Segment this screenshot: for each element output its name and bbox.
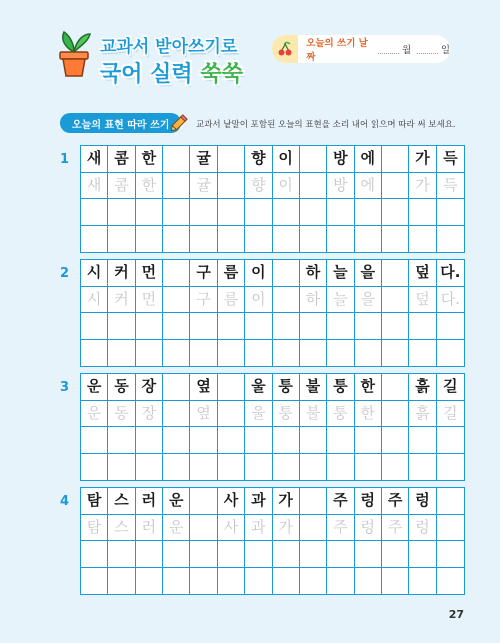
writing-grid-2 [80,259,465,367]
blank-writing-cell[interactable] [245,541,272,568]
trace-char-cell [163,287,190,314]
blank-writing-cell[interactable] [273,427,300,454]
model-char-cell: 덮 [409,260,436,287]
blank-writing-cell[interactable] [382,454,409,481]
trace-char-cell: 퉁 [327,401,354,428]
blank-writing-cell[interactable] [437,454,464,481]
trace-char-cell: 가 [273,515,300,542]
blank-writing-cell[interactable] [409,340,436,367]
trace-char-cell: 구 [190,287,217,314]
trace-char-cell: 운 [81,401,108,428]
title [100,32,243,88]
model-char-cell: 을 [355,260,382,287]
title-line2 [100,57,243,88]
trace-char-cell: 새 [81,173,108,200]
blank-writing-cell[interactable] [273,454,300,481]
model-char-cell: 과 [245,488,272,515]
model-char-cell: 콤 [108,146,135,173]
model-char-cell: 흙 [409,374,436,401]
model-char-cell: 귤 [190,146,217,173]
trace-char-cell: 이 [245,287,272,314]
blank-writing-cell[interactable] [245,454,272,481]
trace-char-cell: 콤 [108,173,135,200]
trace-char-cell: 렁 [409,515,436,542]
blank-writing-cell[interactable] [382,568,409,595]
blank-writing-cell[interactable] [437,568,464,595]
trace-char-cell [190,515,217,542]
row-number: 2 [60,266,70,281]
trace-char-cell: 름 [218,287,245,314]
model-char-cell: 길 [437,374,464,401]
trace-char-cell: 을 [355,287,382,314]
blank-writing-cell[interactable] [136,226,163,253]
trace-char-cell [300,515,327,542]
blank-writing-cell[interactable] [108,199,135,226]
blank-writing-cell[interactable] [163,313,190,340]
blank-writing-cell[interactable] [300,226,327,253]
blank-writing-cell[interactable] [300,568,327,595]
blank-writing-cell[interactable] [300,541,327,568]
blank-writing-cell[interactable] [327,313,354,340]
model-char-cell: 울 [245,374,272,401]
model-char-cell: 향 [245,146,272,173]
blank-writing-cell[interactable] [300,199,327,226]
row-number: 1 [60,152,70,167]
model-char-cell: 주 [327,488,354,515]
model-char-cell: 가 [273,488,300,515]
blank-writing-cell[interactable] [218,313,245,340]
trace-char-cell [218,173,245,200]
blank-writing-cell[interactable] [437,427,464,454]
trace-char-cell [218,401,245,428]
model-char-cell [163,374,190,401]
blank-writing-cell[interactable] [409,541,436,568]
blank-writing-cell[interactable] [218,568,245,595]
trace-char-cell: 귤 [190,173,217,200]
model-char-cell [218,146,245,173]
writing-grid-4 [80,487,465,595]
title-line2-accent: 쑥쑥 [200,62,243,87]
page-number: 27 [448,608,464,621]
trace-char-cell: 울 [245,401,272,428]
blank-writing-cell[interactable] [108,313,135,340]
trace-char-cell: 퉁 [273,401,300,428]
trace-char-cell: 득 [437,173,464,200]
trace-char-cell [273,287,300,314]
blank-writing-cell[interactable] [273,568,300,595]
model-char-cell: 구 [190,260,217,287]
blank-writing-cell[interactable] [409,568,436,595]
blank-writing-cell[interactable] [218,454,245,481]
trace-char-cell: 장 [136,401,163,428]
model-char-cell: 먼 [136,260,163,287]
trace-char-cell [163,401,190,428]
model-char-cell: 러 [136,488,163,515]
model-char-cell: 름 [218,260,245,287]
blank-writing-cell[interactable] [81,313,108,340]
model-char-cell [190,488,217,515]
blank-writing-cell[interactable] [245,340,272,367]
cherry-icon [272,35,298,63]
trace-char-cell: 길 [437,401,464,428]
blank-writing-cell[interactable] [382,313,409,340]
blank-writing-cell[interactable] [437,541,464,568]
blank-writing-cell[interactable] [327,541,354,568]
blank-writing-cell[interactable] [355,226,382,253]
row-number: 3 [60,380,70,395]
blank-writing-cell[interactable] [108,454,135,481]
trace-char-cell: 스 [108,515,135,542]
trace-char-cell: 에 [355,173,382,200]
pencil-icon [168,110,192,134]
title-line1: 교과서 받아쓰기로 [100,37,238,57]
blank-writing-cell[interactable] [382,226,409,253]
model-char-cell: 운 [81,374,108,401]
model-char-cell: 에 [355,146,382,173]
trace-char-cell: 이 [273,173,300,200]
trace-char-cell: 운 [163,515,190,542]
model-char-cell [273,260,300,287]
blank-writing-cell[interactable] [163,226,190,253]
trace-char-cell: 먼 [136,287,163,314]
blank-writing-cell[interactable] [81,427,108,454]
blank-writing-cell[interactable] [409,313,436,340]
blank-writing-cell[interactable] [81,199,108,226]
blank-writing-cell[interactable] [218,541,245,568]
blank-writing-cell[interactable] [327,340,354,367]
blank-writing-cell[interactable] [437,199,464,226]
trace-char-cell: 한 [355,401,382,428]
model-char-cell: 가 [409,146,436,173]
model-char-cell: 늘 [327,260,354,287]
blank-writing-cell[interactable] [245,226,272,253]
model-char-cell: 이 [245,260,272,287]
model-char-cell [437,488,464,515]
blank-writing-cell[interactable] [136,541,163,568]
blank-writing-cell[interactable] [218,340,245,367]
trace-char-cell [163,173,190,200]
blank-writing-cell[interactable] [355,427,382,454]
blank-writing-cell[interactable] [300,427,327,454]
blank-writing-cell[interactable] [437,313,464,340]
blank-writing-cell[interactable] [163,454,190,481]
model-char-cell: 렁 [355,488,382,515]
writing-grid-1 [80,145,465,253]
trace-char-cell: 러 [136,515,163,542]
trace-char-cell [382,287,409,314]
model-char-cell: 하 [300,260,327,287]
blank-writing-cell[interactable] [300,454,327,481]
blank-writing-cell[interactable] [355,454,382,481]
trace-char-cell: 불 [300,401,327,428]
trace-char-cell: 과 [245,515,272,542]
trace-char-cell: 향 [245,173,272,200]
blank-writing-cell[interactable] [136,340,163,367]
trace-char-cell: 다. [437,287,464,314]
blank-writing-cell[interactable] [218,199,245,226]
model-char-cell: 퉁 [327,374,354,401]
model-char-cell [218,374,245,401]
trace-char-cell: 덮 [409,287,436,314]
model-char-cell: 시 [81,260,108,287]
blank-writing-cell[interactable] [382,541,409,568]
blank-writing-cell[interactable] [382,427,409,454]
blank-writing-cell[interactable] [163,568,190,595]
trace-char-cell: 늘 [327,287,354,314]
title-line2-main: 국어 실력 [100,62,201,87]
blank-writing-cell[interactable] [273,313,300,340]
blank-writing-cell[interactable] [218,427,245,454]
blank-writing-cell[interactable] [136,313,163,340]
model-char-cell: 스 [108,488,135,515]
model-char-cell: 옆 [190,374,217,401]
model-char-cell: 장 [136,374,163,401]
blank-writing-cell[interactable] [327,226,354,253]
trace-char-cell: 옆 [190,401,217,428]
month-blank[interactable] [378,44,399,54]
trace-char-cell: 가 [409,173,436,200]
month-label: 월 [402,45,412,56]
trace-char-cell: 사 [218,515,245,542]
model-char-cell [163,146,190,173]
blank-writing-cell[interactable] [273,541,300,568]
model-char-cell: 주 [382,488,409,515]
model-char-cell: 탐 [81,488,108,515]
trace-char-cell: 렁 [355,515,382,542]
blank-writing-cell[interactable] [81,541,108,568]
trace-char-cell: 탐 [81,515,108,542]
model-char-cell: 이 [273,146,300,173]
section-tag: 오늘의 표현 따라 쓰기 [60,113,181,133]
model-char-cell: 불 [300,374,327,401]
blank-writing-cell[interactable] [273,340,300,367]
blank-writing-cell[interactable] [190,226,217,253]
blank-writing-cell[interactable] [190,340,217,367]
trace-char-cell: 주 [382,515,409,542]
blank-writing-cell[interactable] [163,199,190,226]
trace-char-cell [300,173,327,200]
blank-writing-cell[interactable] [108,427,135,454]
blank-writing-cell[interactable] [355,199,382,226]
blank-writing-cell[interactable] [163,541,190,568]
model-char-cell [382,260,409,287]
trace-char-cell: 시 [81,287,108,314]
model-char-cell: 득 [437,146,464,173]
writing-grid-3 [80,373,465,481]
blank-writing-cell[interactable] [382,340,409,367]
trace-char-cell [382,401,409,428]
trace-char-cell: 한 [136,173,163,200]
blank-writing-cell[interactable] [382,199,409,226]
blank-writing-cell[interactable] [218,226,245,253]
model-char-cell [300,146,327,173]
blank-writing-cell[interactable] [273,226,300,253]
blank-writing-cell[interactable] [190,541,217,568]
blank-writing-cell[interactable] [355,313,382,340]
date-label: 오늘의 쓰기 날짜 [306,38,368,63]
blank-writing-cell[interactable] [327,454,354,481]
blank-writing-cell[interactable] [190,199,217,226]
model-char-cell: 운 [163,488,190,515]
instruction-text: 교과서 낱말이 포함된 오늘의 표현을 소리 내어 읽으며 따라 써 보세요. [196,120,456,130]
blank-writing-cell[interactable] [163,340,190,367]
model-char-cell: 커 [108,260,135,287]
blank-writing-cell[interactable] [355,340,382,367]
blank-writing-cell[interactable] [409,454,436,481]
trace-char-cell [382,173,409,200]
blank-writing-cell[interactable] [108,226,135,253]
blank-writing-cell[interactable] [355,568,382,595]
blank-writing-cell[interactable] [190,454,217,481]
blank-writing-cell[interactable] [245,427,272,454]
blank-writing-cell[interactable] [409,427,436,454]
blank-writing-cell[interactable] [81,568,108,595]
trace-char-cell: 동 [108,401,135,428]
blank-writing-cell[interactable] [437,226,464,253]
model-char-cell [382,374,409,401]
blank-writing-cell[interactable] [81,454,108,481]
row-number: 4 [60,494,70,509]
model-char-cell: 퉁 [273,374,300,401]
blank-writing-cell[interactable] [437,340,464,367]
trace-char-cell: 커 [108,287,135,314]
blank-writing-cell[interactable] [300,313,327,340]
model-char-cell: 한 [136,146,163,173]
blank-writing-cell[interactable] [245,199,272,226]
day-blank[interactable] [417,44,438,54]
model-char-cell: 다. [437,260,464,287]
trace-char-cell: 주 [327,515,354,542]
blank-writing-cell[interactable] [327,199,354,226]
model-char-cell [300,488,327,515]
blank-writing-cell[interactable] [273,199,300,226]
plant-pot-icon [56,30,92,78]
blank-writing-cell[interactable] [355,541,382,568]
blank-writing-cell[interactable] [81,226,108,253]
blank-writing-cell[interactable] [327,568,354,595]
trace-char-cell: 방 [327,173,354,200]
blank-writing-cell[interactable] [108,568,135,595]
blank-writing-cell[interactable] [245,568,272,595]
trace-char-cell [437,515,464,542]
model-char-cell [382,146,409,173]
model-char-cell: 동 [108,374,135,401]
blank-writing-cell[interactable] [81,340,108,367]
blank-writing-cell[interactable] [136,199,163,226]
blank-writing-cell[interactable] [190,313,217,340]
model-char-cell: 한 [355,374,382,401]
model-char-cell: 사 [218,488,245,515]
blank-writing-cell[interactable] [163,427,190,454]
model-char-cell: 방 [327,146,354,173]
day-label: 일 [440,45,450,56]
trace-char-cell: 흙 [409,401,436,428]
model-char-cell: 새 [81,146,108,173]
model-char-cell [163,260,190,287]
blank-writing-cell[interactable] [190,568,217,595]
date-box [272,35,450,63]
blank-writing-cell[interactable] [136,568,163,595]
blank-writing-cell[interactable] [108,340,135,367]
blank-writing-cell[interactable] [136,454,163,481]
blank-writing-cell[interactable] [245,313,272,340]
blank-writing-cell[interactable] [409,199,436,226]
blank-writing-cell[interactable] [300,340,327,367]
model-char-cell: 렁 [409,488,436,515]
blank-writing-cell[interactable] [136,427,163,454]
blank-writing-cell[interactable] [409,226,436,253]
blank-writing-cell[interactable] [327,427,354,454]
trace-char-cell: 하 [300,287,327,314]
blank-writing-cell[interactable] [190,427,217,454]
blank-writing-cell[interactable] [108,541,135,568]
